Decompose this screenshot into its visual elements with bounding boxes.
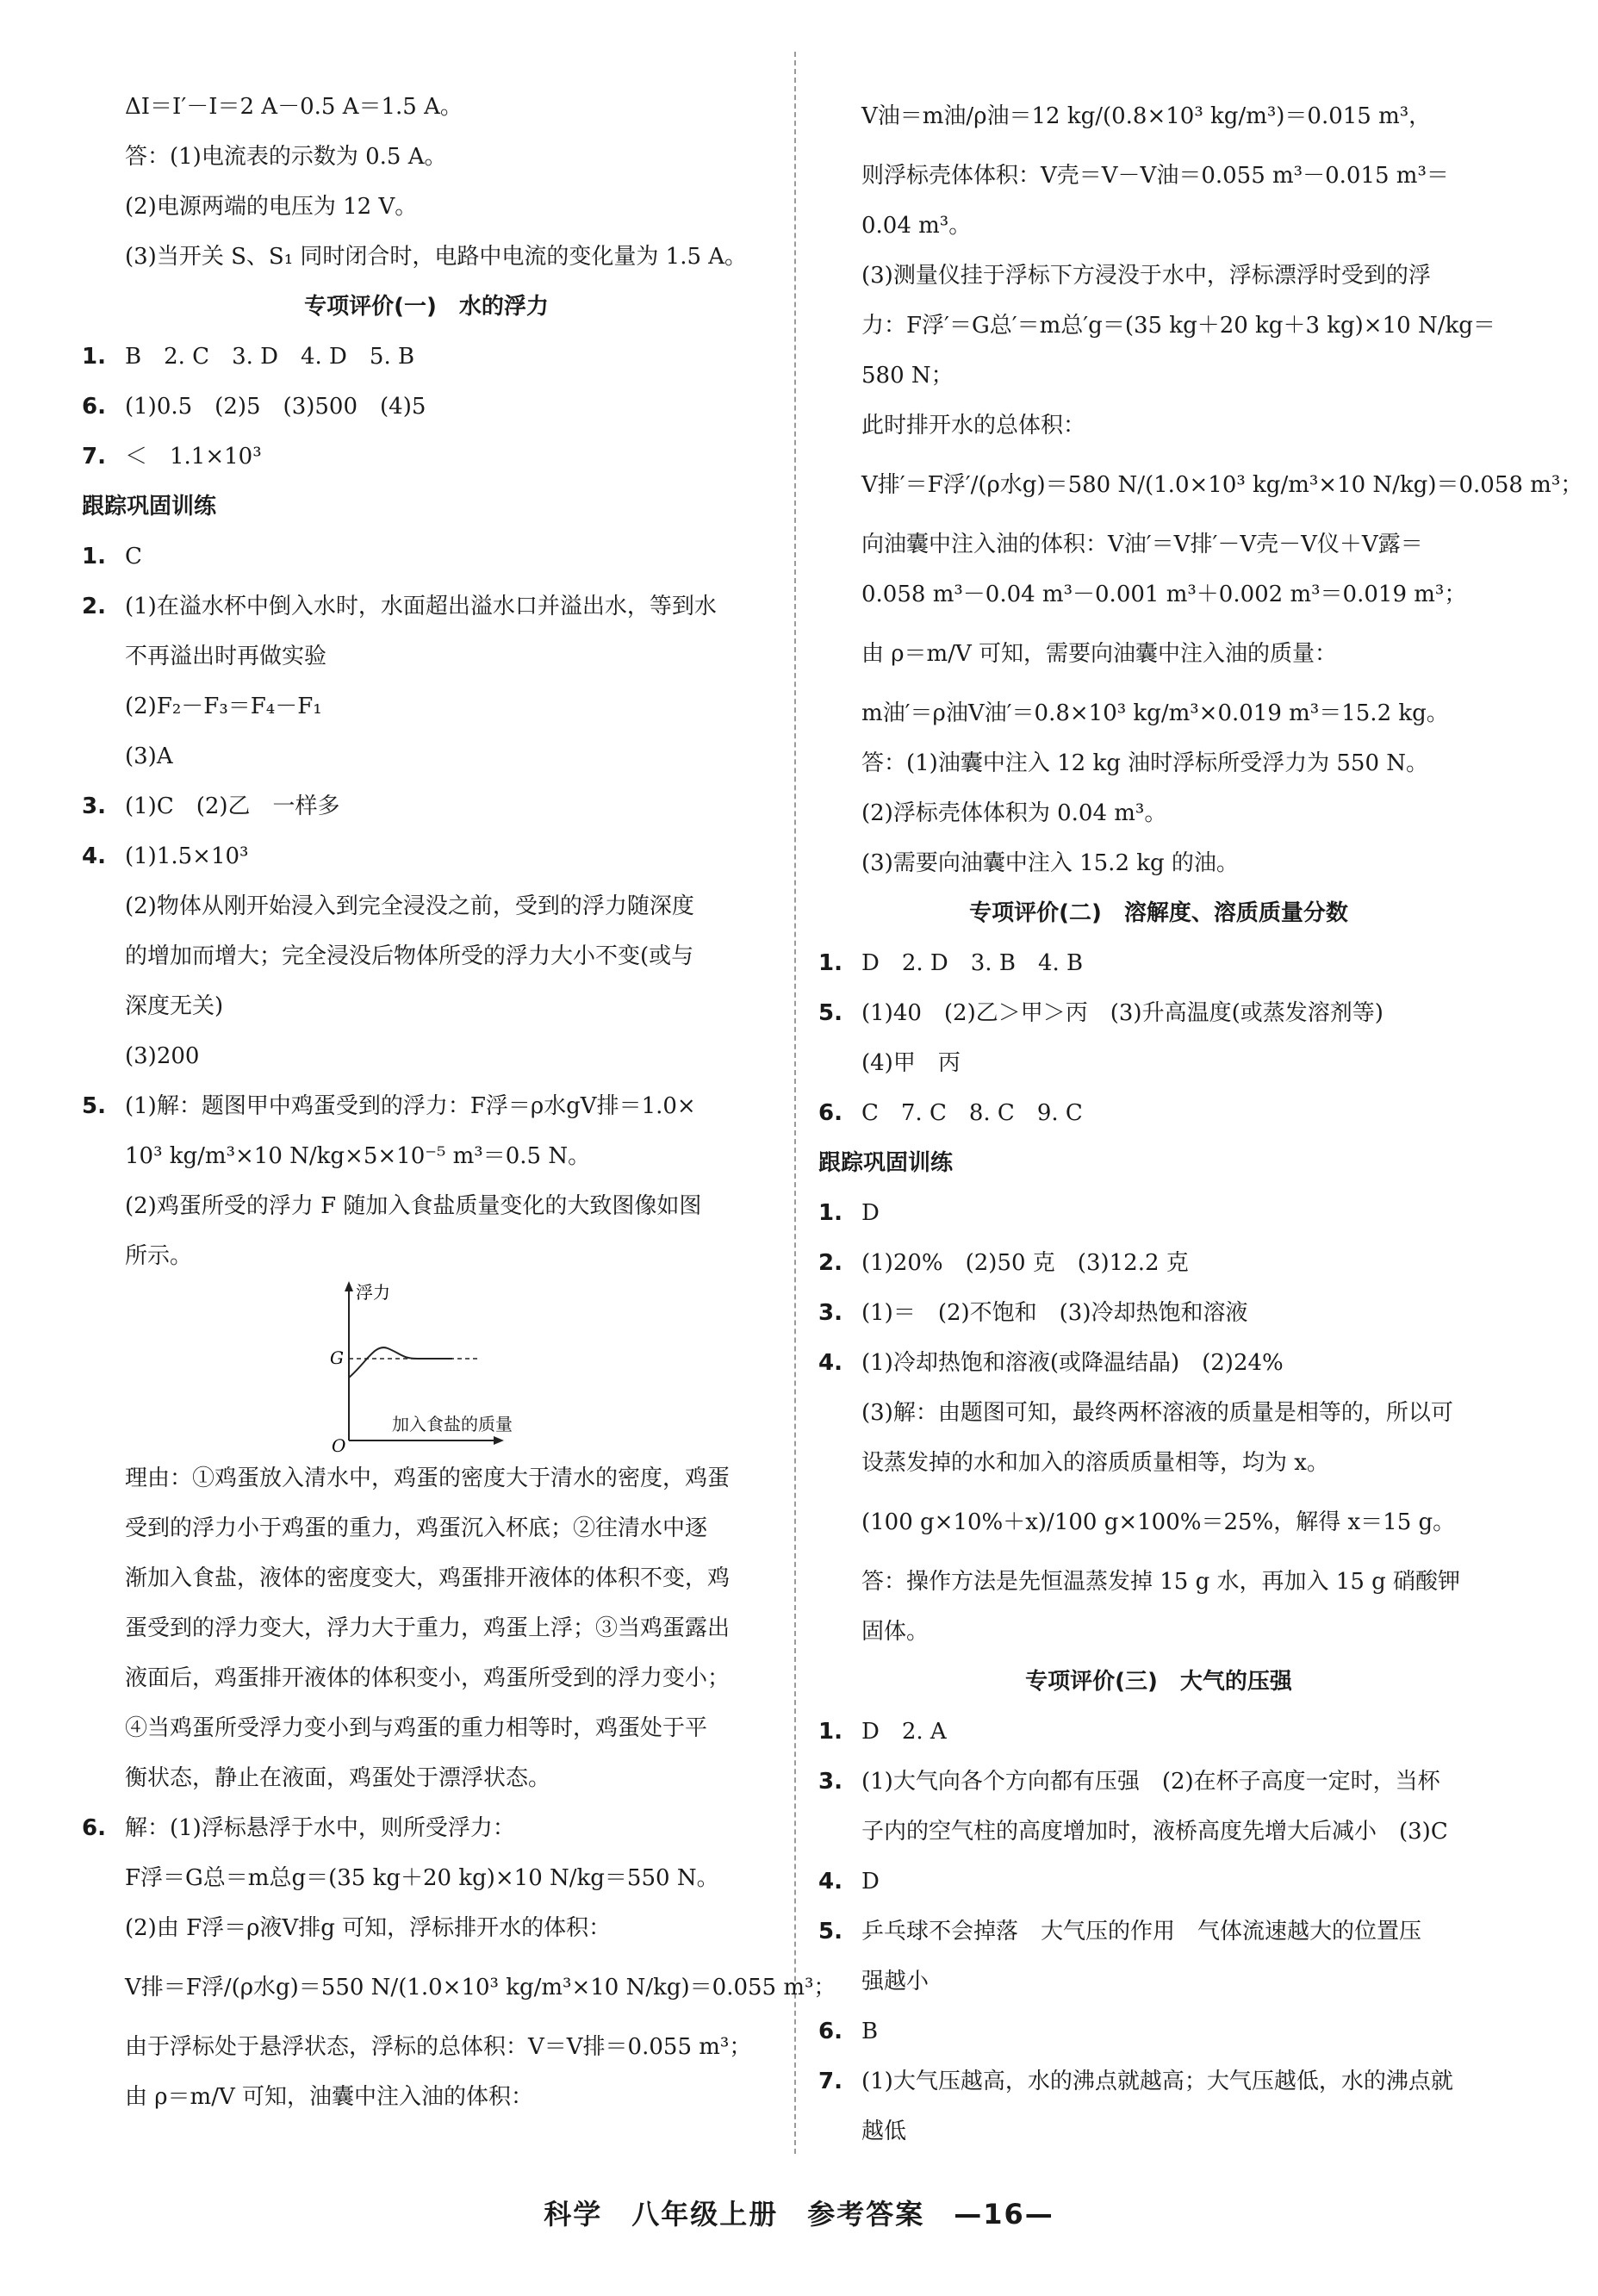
line-text: 跟踪巩固训练 — [82, 494, 217, 520]
question-number: 3. — [818, 1769, 843, 1795]
left-line — [82, 1031, 771, 1081]
left-line — [82, 1703, 771, 1753]
right-line — [818, 1088, 1499, 1138]
line-text: 蛋受到的浮力变大，浮力大于重力，鸡蛋上浮；③当鸡蛋露出 — [125, 1615, 731, 1641]
right-line — [818, 838, 1499, 888]
left-line — [82, 432, 771, 482]
x-arrow — [494, 1436, 504, 1445]
right-line — [818, 401, 1499, 451]
line-text: 力：F浮′＝G总′＝m总′g＝(35 kg＋20 kg＋3 kg)×10 N/kg＝ — [861, 313, 1495, 339]
line-text: (3)解：由题图可知，最终两杯溶液的质量是相等的，所以可 — [861, 1400, 1453, 1426]
line-text: 受到的浮力小于鸡蛋的重力，鸡蛋沉入杯底；②往清水中逐 — [125, 1515, 708, 1541]
question-number: 7. — [82, 444, 106, 470]
line-text: (2)由 F浮＝ρ液V排g 可知，浮标排开水的体积： — [125, 1915, 612, 1941]
line-text: C 7. C 8. C 9. C — [861, 1100, 1083, 1126]
left-line — [82, 382, 771, 432]
right-line — [818, 1388, 1499, 1438]
left-line — [82, 1453, 771, 1503]
line-text: 答：(1)油囊中注入 12 kg 油时浮标所受浮力为 550 N。 — [861, 750, 1429, 776]
right-line — [818, 688, 1499, 738]
left-line — [82, 1803, 771, 1853]
line-text: 液面后，鸡蛋排开液体的体积变小，鸡蛋所受到的浮力变小； — [125, 1665, 731, 1691]
right-line — [818, 1607, 1499, 1657]
line-text: 解：(1)浮标悬浮于水中，则所受浮力： — [125, 1815, 515, 1841]
right-line — [818, 151, 1499, 201]
line-text: (3)需要向油囊中注入 15.2 kg 的油。 — [861, 850, 1239, 876]
left-line — [82, 831, 771, 881]
right-line — [818, 201, 1499, 251]
line-text: 子内的空气柱的高度增加时，液桥高度先增大后减小 (3)C — [861, 1819, 1448, 1845]
line-text: (1)20% (2)50 克 (3)12.2 克 — [861, 1250, 1189, 1276]
left-line — [82, 681, 771, 731]
line-text: (1)大气向各个方向都有压强 (2)在杯子高度一定时，当杯 — [861, 1769, 1440, 1795]
right-line — [818, 1488, 1499, 1557]
right-line — [818, 451, 1583, 520]
left-line — [82, 881, 771, 931]
right-line — [818, 888, 1499, 938]
question-number: 3. — [82, 793, 106, 819]
right-line — [818, 2106, 1499, 2156]
line-text: 专项评价(二) 溶解度、溶质质量分数 — [969, 900, 1348, 926]
left-line — [82, 2022, 771, 2072]
left-line — [82, 1081, 771, 1131]
left-line — [82, 1653, 771, 1703]
question-number: 4. — [818, 1869, 843, 1895]
right-line — [818, 1038, 1499, 1088]
line-text: F浮＝G总＝m总g＝(35 kg＋20 kg)×10 N/kg＝550 N。 — [125, 1865, 719, 1891]
left-line — [82, 232, 771, 282]
line-text: 10³ kg/m³×10 N/kg×5×10⁻⁵ m³＝0.5 N。 — [125, 1143, 591, 1169]
line-text: D 2. A — [861, 1719, 947, 1745]
left-line — [82, 132, 771, 182]
right-line — [818, 1438, 1499, 1488]
line-text: (1)冷却热饱和溶液(或降温结晶) (2)24% — [861, 1350, 1284, 1376]
left-line — [82, 1503, 771, 1553]
line-text: 580 N； — [861, 363, 954, 389]
line-text: (1)1.5×10³ — [125, 843, 249, 869]
line-text: 0.058 m³－0.04 m³－0.001 m³＋0.002 m³＝0.019 m³； — [861, 582, 1467, 607]
line-text: (2)F₂－F₃＝F₄－F₁ — [125, 694, 322, 719]
question-number: 1. — [818, 1719, 843, 1745]
left-line — [82, 1231, 771, 1281]
line-text: V排′＝F浮′/(ρ水g)＝580 N/(1.0×10³ kg/m³×10 N/kg)＝0.058 m³； — [861, 472, 1583, 498]
line-text: C — [125, 544, 142, 569]
line-text: 向油囊中注入油的体积：V油′＝V排′－V壳－V仪＋V露＝ — [861, 532, 1423, 557]
right-line — [818, 788, 1499, 838]
right-line — [818, 738, 1499, 788]
line-text: 专项评价(三) 大气的压强 — [1025, 1669, 1292, 1695]
line-text: 强越小 — [861, 1969, 930, 1994]
line-text: ＜ 1.1×10³ — [125, 444, 262, 470]
right-line — [818, 938, 1499, 988]
line-text: 渐加入食盐，液体的密度变大，鸡蛋排开液体的体积不变，鸡 — [125, 1565, 731, 1591]
left-line — [82, 931, 771, 981]
right-line — [818, 1757, 1499, 1807]
line-text: B — [861, 2019, 879, 2044]
line-text: (3)200 — [125, 1043, 200, 1069]
right-line — [818, 569, 1499, 619]
left-line — [82, 282, 771, 332]
line-text: D 2. D 3. B 4. B — [861, 950, 1084, 976]
line-text: D — [861, 1869, 880, 1895]
right-line — [818, 619, 1499, 688]
right-line — [818, 1338, 1499, 1388]
right-line — [818, 1557, 1499, 1607]
right-line — [818, 1857, 1499, 1907]
left-line — [82, 182, 771, 232]
right-line — [818, 2056, 1499, 2106]
right-line — [818, 1807, 1499, 1857]
left-line — [82, 332, 771, 382]
right-column — [818, 82, 1583, 2156]
origin-label: O — [332, 1435, 346, 1456]
y-axis-label: 浮力 — [356, 1282, 390, 1303]
line-text: 由于浮标处于悬浮状态，浮标的总体积：V＝V排＝0.055 m³； — [125, 2034, 752, 2060]
right-line — [818, 988, 1499, 1038]
line-text: 此时排开水的总体积： — [861, 413, 1086, 439]
line-text: B 2. C 3. D 4. D 5. B — [125, 344, 415, 370]
left-line — [82, 632, 771, 681]
line-text: 固体。 — [861, 1619, 930, 1645]
line-text: (1)40 (2)乙＞甲＞丙 (3)升高温度(或蒸发溶剂等) — [861, 1000, 1383, 1026]
y-arrow — [345, 1281, 353, 1291]
line-text: 所示。 — [125, 1243, 193, 1269]
left-line — [82, 1131, 771, 1181]
left-line — [82, 582, 771, 632]
line-text: (1)＝ (2)不饱和 (3)冷却热饱和溶液 — [861, 1300, 1248, 1326]
line-text: 由 ρ＝m/V 可知，油囊中注入油的体积： — [125, 2084, 534, 2110]
question-number: 5. — [82, 1093, 106, 1119]
left-line — [82, 1753, 771, 1803]
right-line — [818, 1707, 1499, 1757]
question-number: 4. — [818, 1350, 843, 1376]
question-number: 7. — [818, 2069, 843, 2094]
question-number: 1. — [82, 344, 106, 370]
line-text: (3)当开关 S、S₁ 同时闭合时，电路中电流的变化量为 1.5 A。 — [125, 244, 748, 270]
left-line — [82, 1181, 771, 1231]
line-text: (1)在溢水杯中倒入水时，水面超出溢水口并溢出水，等到水 — [125, 594, 717, 619]
line-text: 不再溢出时再做实验 — [125, 644, 327, 669]
line-text: D — [861, 1200, 880, 1226]
buoyancy-curve — [349, 1347, 452, 1378]
left-line — [82, 82, 771, 132]
line-text: 答：(1)电流表的示数为 0.5 A。 — [125, 144, 447, 170]
line-text: (1)大气压越高，水的沸点就越高；大气压越低，水的沸点就 — [861, 2069, 1453, 2094]
g-label: G — [330, 1347, 344, 1368]
line-text: 专项评价(一) 水的浮力 — [304, 294, 549, 320]
right-line — [818, 1238, 1499, 1288]
line-text: (100 g×10%＋x)/100 g×100%＝25%，解得 x＝15 g。 — [861, 1509, 1456, 1535]
question-number: 3. — [818, 1300, 843, 1326]
line-text: V排＝F浮/(ρ水g)＝550 N/(1.0×10³ kg/m³×10 N/kg)＝0.055 m³； — [125, 1975, 836, 2000]
question-number: 1. — [818, 1200, 843, 1226]
right-line — [818, 1188, 1499, 1238]
line-text: (2)电源两端的电压为 12 V。 — [125, 194, 418, 220]
right-line — [818, 2007, 1499, 2056]
left-line — [82, 731, 771, 781]
left-line — [82, 1903, 771, 1953]
line-text: (2)浮标壳体体积为 0.04 m³。 — [861, 800, 1167, 826]
left-line — [82, 1853, 771, 1903]
page-footer: 科学 八年级上册 参考答案 —16— — [544, 2198, 1054, 2231]
question-number: 6. — [818, 1100, 843, 1126]
line-text: (2)物体从刚开始浸入到完全浸没之前，受到的浮力随深度 — [125, 893, 694, 919]
line-text: m油′＝ρ油V油′＝0.8×10³ kg/m³×0.019 m³＝15.2 kg。 — [861, 700, 1449, 726]
question-number: 6. — [82, 1815, 106, 1841]
right-line — [818, 82, 1499, 151]
right-line — [818, 1657, 1499, 1707]
question-number: 2. — [82, 594, 106, 619]
left-line — [82, 482, 771, 532]
right-line — [818, 1138, 1499, 1188]
right-line — [818, 1957, 1499, 2007]
buoyancy-graph — [82, 1281, 771, 1456]
line-text: (3)测量仪挂于浮标下方浸没于水中，浮标漂浮时受到的浮 — [861, 263, 1431, 289]
question-number: 1. — [82, 544, 106, 569]
line-text: (1)C (2)乙 一样多 — [125, 793, 340, 819]
line-text: (3)A — [125, 744, 173, 769]
line-text: 衡状态，静止在液面，鸡蛋处于漂浮状态。 — [125, 1765, 551, 1791]
line-text: 由 ρ＝m/V 可知，需要向油囊中注入油的质量： — [861, 641, 1338, 667]
question-number: 6. — [82, 394, 106, 420]
left-line — [82, 981, 771, 1031]
left-line — [82, 532, 771, 582]
question-number: 5. — [818, 1000, 843, 1026]
line-text: 则浮标壳体体积：V壳＝V－V油＝0.055 m³－0.015 m³＝ — [861, 163, 1449, 189]
left-line — [82, 2072, 771, 2122]
right-line — [818, 251, 1499, 301]
line-text: (2)鸡蛋所受的浮力 F 随加入食盐质量变化的大致图像如图 — [125, 1193, 702, 1219]
column-divider — [794, 52, 796, 2154]
left-line — [82, 781, 771, 831]
right-line — [818, 1288, 1499, 1338]
question-number: 4. — [82, 843, 106, 869]
line-text: V油＝m油/ρ油＝12 kg/(0.8×10³ kg/m³)＝0.015 m³， — [861, 103, 1432, 129]
line-text: 答：操作方法是先恒温蒸发掉 15 g 水，再加入 15 g 硝酸钾 — [861, 1569, 1461, 1595]
left-line — [82, 1953, 836, 2022]
right-line — [818, 520, 1499, 569]
left-column — [82, 82, 836, 2122]
left-line — [82, 1553, 771, 1603]
question-number: 6. — [818, 2019, 843, 2044]
line-text: 越低 — [861, 2119, 907, 2144]
line-text: 0.04 m³。 — [861, 213, 972, 239]
question-number: 2. — [818, 1250, 843, 1276]
right-line — [818, 301, 1499, 351]
line-text: ④当鸡蛋所受浮力变小到与鸡蛋的重力相等时，鸡蛋处于平 — [125, 1715, 708, 1741]
line-text: (1)解：题图甲中鸡蛋受到的浮力：F浮＝ρ水gV排＝1.0× — [125, 1093, 696, 1119]
line-text: (4)甲 丙 — [861, 1050, 961, 1076]
line-text: 的增加而增大；完全浸没后物体所受的浮力大小不变(或与 — [125, 943, 694, 969]
line-text: 乒乓球不会掉落 大气压的作用 气体流速越大的位置压 — [861, 1919, 1422, 1944]
right-line — [818, 351, 1499, 401]
left-line — [82, 1603, 771, 1653]
right-line — [818, 1907, 1499, 1957]
line-text: 跟踪巩固训练 — [818, 1150, 954, 1176]
line-text: 设蒸发掉的水和加入的溶质质量相等，均为 x。 — [861, 1450, 1329, 1476]
line-text: 深度无关) — [125, 993, 224, 1019]
line-text: (1)0.5 (2)5 (3)500 (4)5 — [125, 394, 426, 420]
x-axis-label: 加入食盐的质量 — [392, 1414, 513, 1434]
question-number: 5. — [818, 1919, 843, 1944]
question-number: 1. — [818, 950, 843, 976]
line-text: 理由：①鸡蛋放入清水中，鸡蛋的密度大于清水的密度，鸡蛋 — [125, 1465, 731, 1491]
line-text: ΔI＝I′－I＝2 A－0.5 A＝1.5 A。 — [125, 94, 463, 120]
